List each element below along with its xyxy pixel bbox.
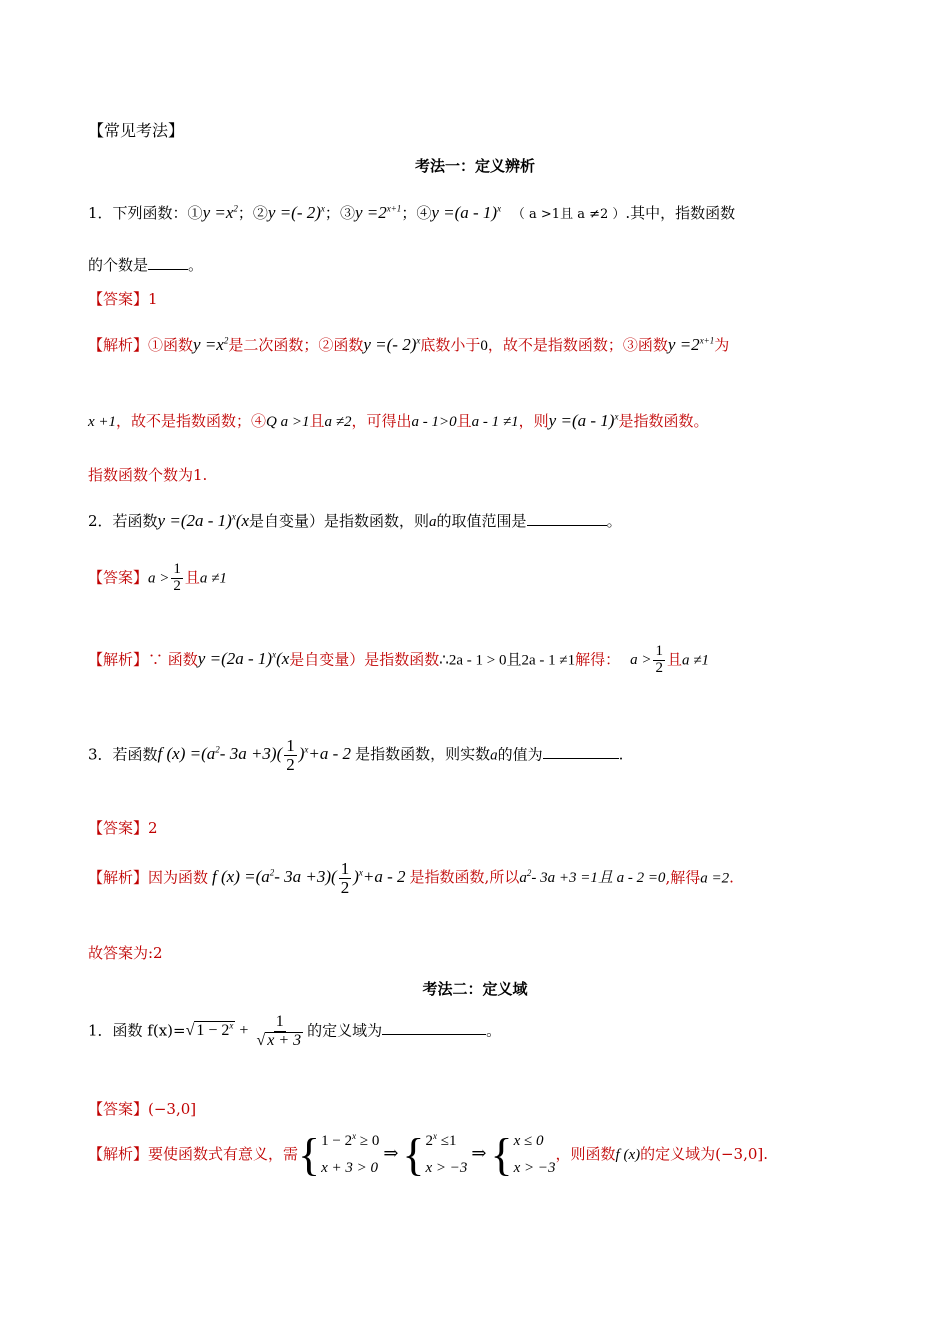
- choice-marker: ①: [187, 204, 203, 222]
- analysis-3-line-2: 故答案为:2: [88, 944, 163, 962]
- question-1-number: 1．下列函数：: [88, 204, 188, 222]
- system-3: { x ≤ 0 x > −3: [490, 1129, 556, 1180]
- answer-4: 【答案】(−3,0]: [88, 1100, 197, 1118]
- choice-marker: ②: [252, 204, 268, 222]
- answer-2: 【答案】a > $\frac{1}{2}$ 且a ≠1: [88, 561, 227, 594]
- question-1: [88, 202, 735, 223]
- topic-two-title: 考法二：定义域: [422, 980, 528, 998]
- question-4: 1．函数 f(x)=√ $1 - 2^x$ + $\frac{1}{√ x + 3}$ 的定义域为 。: [88, 1013, 502, 1049]
- answer-blank: [527, 511, 607, 526]
- domain-function: √ $1 - 2^x$ + $\frac{1}{√ x + 3}$: [185, 1013, 302, 1049]
- analysis-1-line-3: 指数函数个数为1.: [88, 466, 208, 484]
- answer-1: 【答案】1: [88, 290, 158, 308]
- function-3: $y =2^{x+1}$: [354, 203, 402, 222]
- answer-blank: [148, 255, 188, 270]
- analysis-2: 【解析】∵ 函数y =(2a - 1)$^x$(x是自变量）是指数函数∴2a - 1 > 0且2a - 1 ≠1解得： a > $\frac{1}{2}$ 且a ≠1: [88, 643, 709, 676]
- choice-marker: ④: [416, 204, 432, 222]
- separator: ；: [401, 204, 417, 222]
- function-2: y =(- 2)$^x$: [267, 203, 325, 222]
- analysis-3: 【解析】因为函数 f $(x) =(a^2-$ 3a +3)( $\frac{1}{2}$ )$^x$+a - 2 是指数函数,所以$a^2-$ 3a +3 =1且 a - 2 =0,解得a =2.: [88, 859, 734, 897]
- answer-blank: [543, 744, 619, 759]
- analysis-1: 【解析】①函数$y =x^2$是二次函数；②函数y =(- 2)$^x$底数小于0，故不是指数函数；③函数$y =2^{x+1}$为: [88, 335, 730, 354]
- section-header: 【常见考法】: [88, 121, 185, 140]
- analysis-1-line-2: x +1，故不是指数函数；④Q a >1且a ≠2，可得出a - 1>0且a - 1 ≠1，则y =(a - 1)$^x$是指数函数。: [88, 411, 709, 430]
- system-1: { $1 - 2^x \ge 0$ x + 3 > 0: [298, 1129, 380, 1180]
- question-1-tail: .其中，指数函数: [625, 204, 736, 222]
- question-2: 2．若函数y =(2a - 1)$^x$(x是自变量）是指数函数，则a的取值范围是 。: [88, 511, 622, 530]
- separator: ；: [324, 204, 340, 222]
- function-1: $y =x^2$: [202, 203, 238, 222]
- question-1-line-2: 的个数是 。: [88, 256, 204, 274]
- condition: （ a >1且 a ≠2 ）: [511, 207, 626, 222]
- system-2: { $2^x \le 1$ x > −3: [402, 1129, 468, 1180]
- analysis-4: 【解析】要使函数式有意义，需 { $1 - 2^x \ge 0$ x + 3 > 0 ⇒ { $2^x \le 1$ x > −3 ⇒ { x ≤ 0 x > −3 ，则函数f (x)的定义域为(−3,0].: [88, 1129, 769, 1180]
- choice-marker: ③: [339, 204, 355, 222]
- answer-blank: [382, 1020, 486, 1035]
- topic-one-title: 考法一：定义辨析: [414, 157, 535, 175]
- analysis-tag: 【解析】: [88, 336, 149, 354]
- answer-3: 【答案】2: [88, 819, 158, 837]
- question-3: 3．若函数f $(x) =(a^2-$ 3a +3)( $\frac{1}{2}$ )$^x$+a - 2 是指数函数，则实数a的值为 .: [88, 736, 624, 774]
- separator: ；: [237, 204, 253, 222]
- function-4: y =(a - 1)$^x$: [431, 203, 502, 222]
